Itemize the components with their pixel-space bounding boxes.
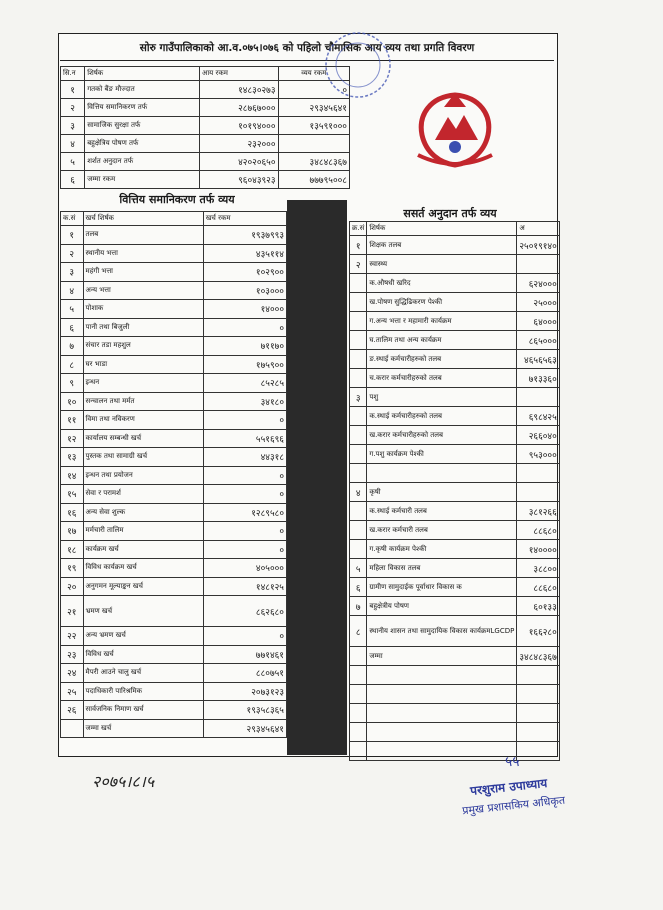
summary-header-sn: सि.न: [61, 67, 85, 81]
left-expense-head: सेवा र परामर्श: [83, 485, 203, 504]
page-title: सोरु गाउँपालिकाको आ.व.०७५।०७६ को पहिलो चौमासिक आय व्यय तथा प्रगति विवरण: [60, 36, 554, 61]
office-stamp-icon: [318, 25, 398, 103]
right-expense-row: [350, 578, 560, 597]
right-expense-head: कृषी: [367, 483, 517, 502]
summary-row: [61, 117, 350, 135]
summary-row: [61, 171, 350, 189]
right-expense-sn: ४: [350, 483, 367, 502]
left-header-amt: खर्च रकम: [203, 212, 286, 226]
left-expense-sn: १: [61, 226, 84, 245]
right-expense-row: [350, 331, 560, 350]
summary-expense: २९३४५६४१: [278, 99, 349, 117]
left-expense-sn: १९: [61, 559, 84, 578]
right-expense-sn: [350, 464, 367, 483]
left-header-sn: क.सं: [61, 212, 84, 226]
right-expense-amt: १६६२८०: [517, 616, 559, 647]
left-expense-head: भ्रमण खर्च: [83, 596, 203, 627]
left-expense-row: [61, 226, 287, 245]
left-expense-amt: १९३५८३६५: [203, 701, 286, 720]
left-expense-row: [61, 719, 287, 738]
left-expense-head: महंगी भत्ता: [83, 263, 203, 282]
left-expense-row: [61, 318, 287, 337]
right-expense-row: [350, 350, 560, 369]
left-expense-row: [61, 337, 287, 356]
signature-designation: प्रमुख प्रशासकिय अधिकृत: [461, 793, 566, 818]
summary-header-row: [61, 67, 350, 81]
right-expense-amt: ८६५०००: [517, 331, 559, 350]
left-expense-amt: ०: [203, 627, 286, 646]
right-expense-amt: ६२४०००: [517, 274, 559, 293]
summary-row: [61, 81, 350, 99]
right-expense-amt: २५०१९१४०: [517, 236, 559, 255]
summary-expense: ३४८४८३६७: [278, 153, 349, 171]
right-expense-row: [350, 236, 560, 255]
left-expense-head: कार्यक्रम खर्च: [83, 540, 203, 559]
right-expense-amt: ३४८४८३६७: [517, 647, 559, 666]
left-expense-amt: ०: [203, 318, 286, 337]
left-expense-sn: ८: [61, 355, 84, 374]
left-expense-row: [61, 664, 287, 683]
left-expense-head: अनुगमन मूल्याङ्कन खर्च: [83, 577, 203, 596]
right-expense-sn: ८: [350, 616, 367, 647]
right-expense-row: [350, 388, 560, 407]
left-expense-head: मर्मचारी तालिम: [83, 522, 203, 541]
right-expense-amt: [517, 388, 559, 407]
left-expense-row: [61, 300, 287, 319]
left-expense-sn: ११: [61, 411, 84, 430]
left-expense-head: सन्चालन तथा मर्मत: [83, 392, 203, 411]
left-expense-amt: ८५२८५: [203, 374, 286, 393]
right-expense-sn: [350, 704, 367, 723]
right-expense-amt: [517, 464, 559, 483]
right-expense-amt: ६०१३३: [517, 597, 559, 616]
left-expense-sn: ९: [61, 374, 84, 393]
left-expense-row: [61, 244, 287, 263]
summary-sn: १: [61, 81, 85, 99]
right-expense-sn: ७: [350, 597, 367, 616]
left-expense-sn: १५: [61, 485, 84, 504]
right-expense-sn: [350, 540, 367, 559]
summary-income: २३२०००: [200, 135, 279, 153]
right-expense-amt: १४००००: [517, 540, 559, 559]
right-expense-head: [367, 666, 517, 685]
left-expense-sn: २१: [61, 596, 84, 627]
right-expense-head: स्थानीय शासन तथा सामुदायिक विकास कार्यक्रमLGCDP: [367, 616, 517, 647]
summary-head: गतको बैंङ मौज्दात: [85, 81, 200, 99]
right-expense-row: [350, 540, 560, 559]
left-expense-amt: ७७१४६१: [203, 645, 286, 664]
right-header-amt: अ: [517, 222, 559, 236]
summary-head: बहुक्षेत्रिय पोषण तर्फ: [85, 135, 200, 153]
left-expense-head: अन्य सेवा शुल्क: [83, 503, 203, 522]
left-expense-row: [61, 429, 287, 448]
left-expense-sn: २०: [61, 577, 84, 596]
left-expense-amt: ४४३१८: [203, 448, 286, 467]
right-expense-head: [367, 742, 517, 761]
left-expense-sn: २: [61, 244, 84, 263]
right-expense-head: ख.करार कर्मचारी तलब: [367, 521, 517, 540]
left-expense-head: विविध कार्यक्रम खर्च: [83, 559, 203, 578]
left-expense-amt: ०: [203, 411, 286, 430]
left-expense-head: अन्य भत्ता: [83, 281, 203, 300]
left-expense-amt: १४०००: [203, 300, 286, 319]
right-expense-head: क.स्थाई कर्मचारी तलब: [367, 502, 517, 521]
left-expense-head: पानी तथा बिजुली: [83, 318, 203, 337]
left-expense-sn: ६: [61, 318, 84, 337]
right-expense-amt: २५०००: [517, 293, 559, 312]
left-expense-sn: १३: [61, 448, 84, 467]
summary-header-expense: व्यय रकम: [278, 67, 349, 81]
left-expense-amt: ४०५०००: [203, 559, 286, 578]
signature-mark: ५५: [505, 754, 520, 770]
summary-sn: ३: [61, 117, 85, 135]
right-expense-amt: ४६५६५६३: [517, 350, 559, 369]
right-expense-head: घ.तालिम तथा अन्य कार्यक्रम: [367, 331, 517, 350]
right-expense-row: [350, 407, 560, 426]
right-expense-amt: ६४०००: [517, 312, 559, 331]
summary-sn: २: [61, 99, 85, 117]
left-expense-row: [61, 540, 287, 559]
left-expense-head: जम्मा खर्च: [83, 719, 203, 738]
left-expense-amt: १४८१२५: [203, 577, 286, 596]
left-section-title: वित्तिय समानिकरण तर्फ व्यय: [119, 193, 235, 206]
left-expense-amt: १७५९००: [203, 355, 286, 374]
right-expense-row: [350, 685, 560, 704]
left-expense-head: इन्धन: [83, 374, 203, 393]
right-header-sn: क्र.सं: [350, 222, 367, 236]
right-expense-head: ग्रामीण सामुदाईक पूर्वाधार विकास क: [367, 578, 517, 597]
left-expense-row: [61, 466, 287, 485]
left-expense-sn: २४: [61, 664, 84, 683]
left-expense-sn: ७: [61, 337, 84, 356]
right-header-head: शिर्षक: [367, 222, 517, 236]
left-header-head: खर्च शिर्षक: [83, 212, 203, 226]
left-expense-amt: १०२९००: [203, 263, 286, 282]
summary-row: [61, 99, 350, 117]
left-expense-sn: १८: [61, 540, 84, 559]
left-expense-row: [61, 596, 287, 627]
right-expense-amt: [517, 742, 559, 761]
left-expense-sn: [61, 719, 84, 738]
left-expense-sn: २६: [61, 701, 84, 720]
right-expense-head: च.करार कर्मचारीहरुको तलब: [367, 369, 517, 388]
right-expense-row: [350, 255, 560, 274]
right-expense-amt: ३८८००: [517, 559, 559, 578]
left-expense-row: [61, 281, 287, 300]
right-expense-amt: ६९८४२५: [517, 407, 559, 426]
right-expense-amt: ७१३३६०: [517, 369, 559, 388]
left-expense-head: अन्य भ्रमण खर्च: [83, 627, 203, 646]
left-expense-table: [60, 211, 287, 738]
right-expense-row: [350, 597, 560, 616]
left-expense-sn: १४: [61, 466, 84, 485]
right-expense-head: [367, 704, 517, 723]
right-expense-row: [350, 666, 560, 685]
right-expense-head: जम्मा: [367, 647, 517, 666]
left-expense-head: विविध खर्च: [83, 645, 203, 664]
right-expense-head: ख.पोषण सुद्धिढिकरण पेश्की: [367, 293, 517, 312]
left-expense-head: इन्धन तथा प्रयोजन: [83, 466, 203, 485]
right-expense-amt: [517, 723, 559, 742]
left-expense-row: [61, 485, 287, 504]
summary-table: [60, 66, 350, 189]
right-expense-sn: [350, 521, 367, 540]
right-expense-sn: [350, 293, 367, 312]
summary-income: ४२०२०६५०: [200, 153, 279, 171]
left-expense-row: [61, 355, 287, 374]
left-expense-sn: ३: [61, 263, 84, 282]
left-expense-head: तलब: [83, 226, 203, 245]
redaction-bar: [287, 200, 347, 755]
right-expense-sn: ३: [350, 388, 367, 407]
right-expense-amt: [517, 483, 559, 502]
nepal-emblem-icon: [400, 85, 510, 170]
right-expense-head: बहुक्षेत्रीय पोषण: [367, 597, 517, 616]
left-expense-row: [61, 503, 287, 522]
left-expense-row: [61, 627, 287, 646]
right-expense-sn: २: [350, 255, 367, 274]
left-expense-row: [61, 645, 287, 664]
summary-head: वित्तिय समानिकरण तर्फ: [85, 99, 200, 117]
right-expense-row: [350, 616, 560, 647]
left-expense-amt: ०: [203, 485, 286, 504]
left-expense-head: घर भाडा: [83, 355, 203, 374]
summary-expense: ७७७९५००८: [278, 171, 349, 189]
summary-sn: ५: [61, 153, 85, 171]
right-expense-table: [349, 221, 560, 761]
left-expense-sn: २२: [61, 627, 84, 646]
right-expense-row: [350, 312, 560, 331]
right-expense-amt: ८८६८०: [517, 521, 559, 540]
left-expense-amt: ८६२६८०: [203, 596, 286, 627]
right-expense-row: [350, 521, 560, 540]
summary-head: सामाजिक सुरक्षा तर्फ: [85, 117, 200, 135]
right-expense-head: [367, 685, 517, 704]
left-expense-row: [61, 559, 287, 578]
right-expense-sn: [350, 723, 367, 742]
right-expense-head: [367, 723, 517, 742]
left-expense-head: विमा तथा नविकरण: [83, 411, 203, 430]
left-expense-sn: १२: [61, 429, 84, 448]
right-expense-amt: [517, 704, 559, 723]
right-expense-head: पशु: [367, 388, 517, 407]
left-expense-sn: ४: [61, 281, 84, 300]
summary-expense: १३५९१०००: [278, 117, 349, 135]
left-expense-row: [61, 411, 287, 430]
summary-header-income: आय रकम: [200, 67, 279, 81]
left-expense-head: स्थानीय भत्ता: [83, 244, 203, 263]
left-expense-amt: ५५१६९६: [203, 429, 286, 448]
right-expense-sn: [350, 445, 367, 464]
left-expense-row: [61, 448, 287, 467]
right-expense-sn: [350, 426, 367, 445]
summary-expense: [278, 135, 349, 153]
left-expense-amt: ४३५११४: [203, 244, 286, 263]
summary-sn: ६: [61, 171, 85, 189]
right-expense-head: ख.करार कर्मचारीहरुको तलब: [367, 426, 517, 445]
right-expense-amt: ३८१२६६: [517, 502, 559, 521]
right-expense-head: ग.पशु कार्यक्रम पेश्की: [367, 445, 517, 464]
right-expense-sn: १: [350, 236, 367, 255]
left-expense-amt: ०: [203, 522, 286, 541]
left-expense-amt: ०: [203, 540, 286, 559]
left-expense-row: [61, 577, 287, 596]
right-expense-head: [367, 464, 517, 483]
right-expense-row: [350, 483, 560, 502]
right-expense-row: [350, 559, 560, 578]
signature-name: परशुराम उपाध्याय: [469, 775, 548, 798]
left-expense-sn: १७: [61, 522, 84, 541]
right-expense-sn: [350, 350, 367, 369]
right-expense-row: [350, 293, 560, 312]
right-header-row: [350, 222, 560, 236]
left-expense-row: [61, 682, 287, 701]
summary-income: १०१९४०००: [200, 117, 279, 135]
summary-income: ९६०४३९२३: [200, 171, 279, 189]
left-expense-row: [61, 522, 287, 541]
right-expense-head: ग.कृषी कार्यक्रम पेश्की: [367, 540, 517, 559]
right-expense-row: [350, 742, 560, 761]
left-expense-row: [61, 392, 287, 411]
right-expense-sn: [350, 407, 367, 426]
right-expense-head: ङ.स्थाई कर्मचारीहरुको तलब: [367, 350, 517, 369]
summary-head: जम्मा रकम: [85, 171, 200, 189]
left-expense-amt: १९३७९९३: [203, 226, 286, 245]
summary-expense: ०: [278, 81, 349, 99]
left-expense-amt: ८८०७५१: [203, 664, 286, 683]
left-expense-amt: ०: [203, 466, 286, 485]
left-expense-sn: २३: [61, 645, 84, 664]
right-expense-head: महिला विकास तलब: [367, 559, 517, 578]
right-expense-amt: [517, 666, 559, 685]
right-expense-head: शिक्षक तलब: [367, 236, 517, 255]
left-expense-amt: ७११७०: [203, 337, 286, 356]
right-expense-row: [350, 274, 560, 293]
left-expense-row: [61, 374, 287, 393]
left-expense-row: [61, 263, 287, 282]
left-expense-amt: १२८९५८०: [203, 503, 286, 522]
left-expense-sn: ५: [61, 300, 84, 319]
right-expense-sn: [350, 502, 367, 521]
right-expense-row: [350, 647, 560, 666]
right-expense-row: [350, 502, 560, 521]
right-expense-amt: [517, 255, 559, 274]
left-expense-amt: २९३४५६४१: [203, 719, 286, 738]
right-expense-amt: ९५३०००: [517, 445, 559, 464]
right-expense-amt: २६६०४०: [517, 426, 559, 445]
summary-income: २८७६७०००: [200, 99, 279, 117]
right-expense-row: [350, 445, 560, 464]
summary-row: [61, 153, 350, 171]
left-expense-sn: १०: [61, 392, 84, 411]
right-expense-sn: [350, 666, 367, 685]
right-expense-head: ग.अन्य भत्ता र महामारी कार्यक्रम: [367, 312, 517, 331]
left-expense-row: [61, 701, 287, 720]
right-expense-sn: [350, 369, 367, 388]
right-expense-head: क.औषधी खरिद: [367, 274, 517, 293]
left-expense-head: पदाधिकारी पारिश्रमिक: [83, 682, 203, 701]
right-expense-sn: ५: [350, 559, 367, 578]
left-header-row: [61, 212, 287, 226]
right-expense-amt: ८८६८०: [517, 578, 559, 597]
right-expense-sn: [350, 685, 367, 704]
left-expense-head: मैपरी आउने चालु खर्च: [83, 664, 203, 683]
right-expense-row: [350, 723, 560, 742]
left-expense-sn: १६: [61, 503, 84, 522]
summary-head: शर्शत अनुदान तर्फ: [85, 153, 200, 171]
left-expense-head: सार्वजनिक निमाण खर्च: [83, 701, 203, 720]
right-expense-amt: [517, 685, 559, 704]
right-expense-sn: [350, 647, 367, 666]
right-expense-row: [350, 464, 560, 483]
right-expense-sn: ६: [350, 578, 367, 597]
left-expense-head: कार्यालय सम्बन्धी खर्च: [83, 429, 203, 448]
handwritten-date: २०७५।८।५: [92, 772, 155, 791]
left-expense-head: संचार तडा महशुल: [83, 337, 203, 356]
right-expense-head: क.स्थाई कर्मचारीहरुको तलब: [367, 407, 517, 426]
summary-income: १४८३०२७३: [200, 81, 279, 99]
right-expense-row: [350, 426, 560, 445]
right-section-title: ससर्त अनुदान तर्फ व्यय: [403, 207, 497, 220]
right-expense-sn: [350, 312, 367, 331]
left-expense-head: पोशाक: [83, 300, 203, 319]
right-expense-sn: [350, 274, 367, 293]
left-expense-amt: १०३०००: [203, 281, 286, 300]
left-expense-sn: २५: [61, 682, 84, 701]
right-expense-sn: [350, 331, 367, 350]
summary-header-head: शिर्षक: [85, 67, 200, 81]
left-expense-amt: २०७३१२३: [203, 682, 286, 701]
summary-sn: ४: [61, 135, 85, 153]
right-expense-sn: [350, 742, 367, 761]
right-expense-head: स्वास्थ्य: [367, 255, 517, 274]
left-expense-amt: ३४१८०: [203, 392, 286, 411]
right-expense-row: [350, 704, 560, 723]
right-expense-row: [350, 369, 560, 388]
left-expense-head: पुस्तक तथा सामाग्री खर्च: [83, 448, 203, 467]
summary-row: [61, 135, 350, 153]
